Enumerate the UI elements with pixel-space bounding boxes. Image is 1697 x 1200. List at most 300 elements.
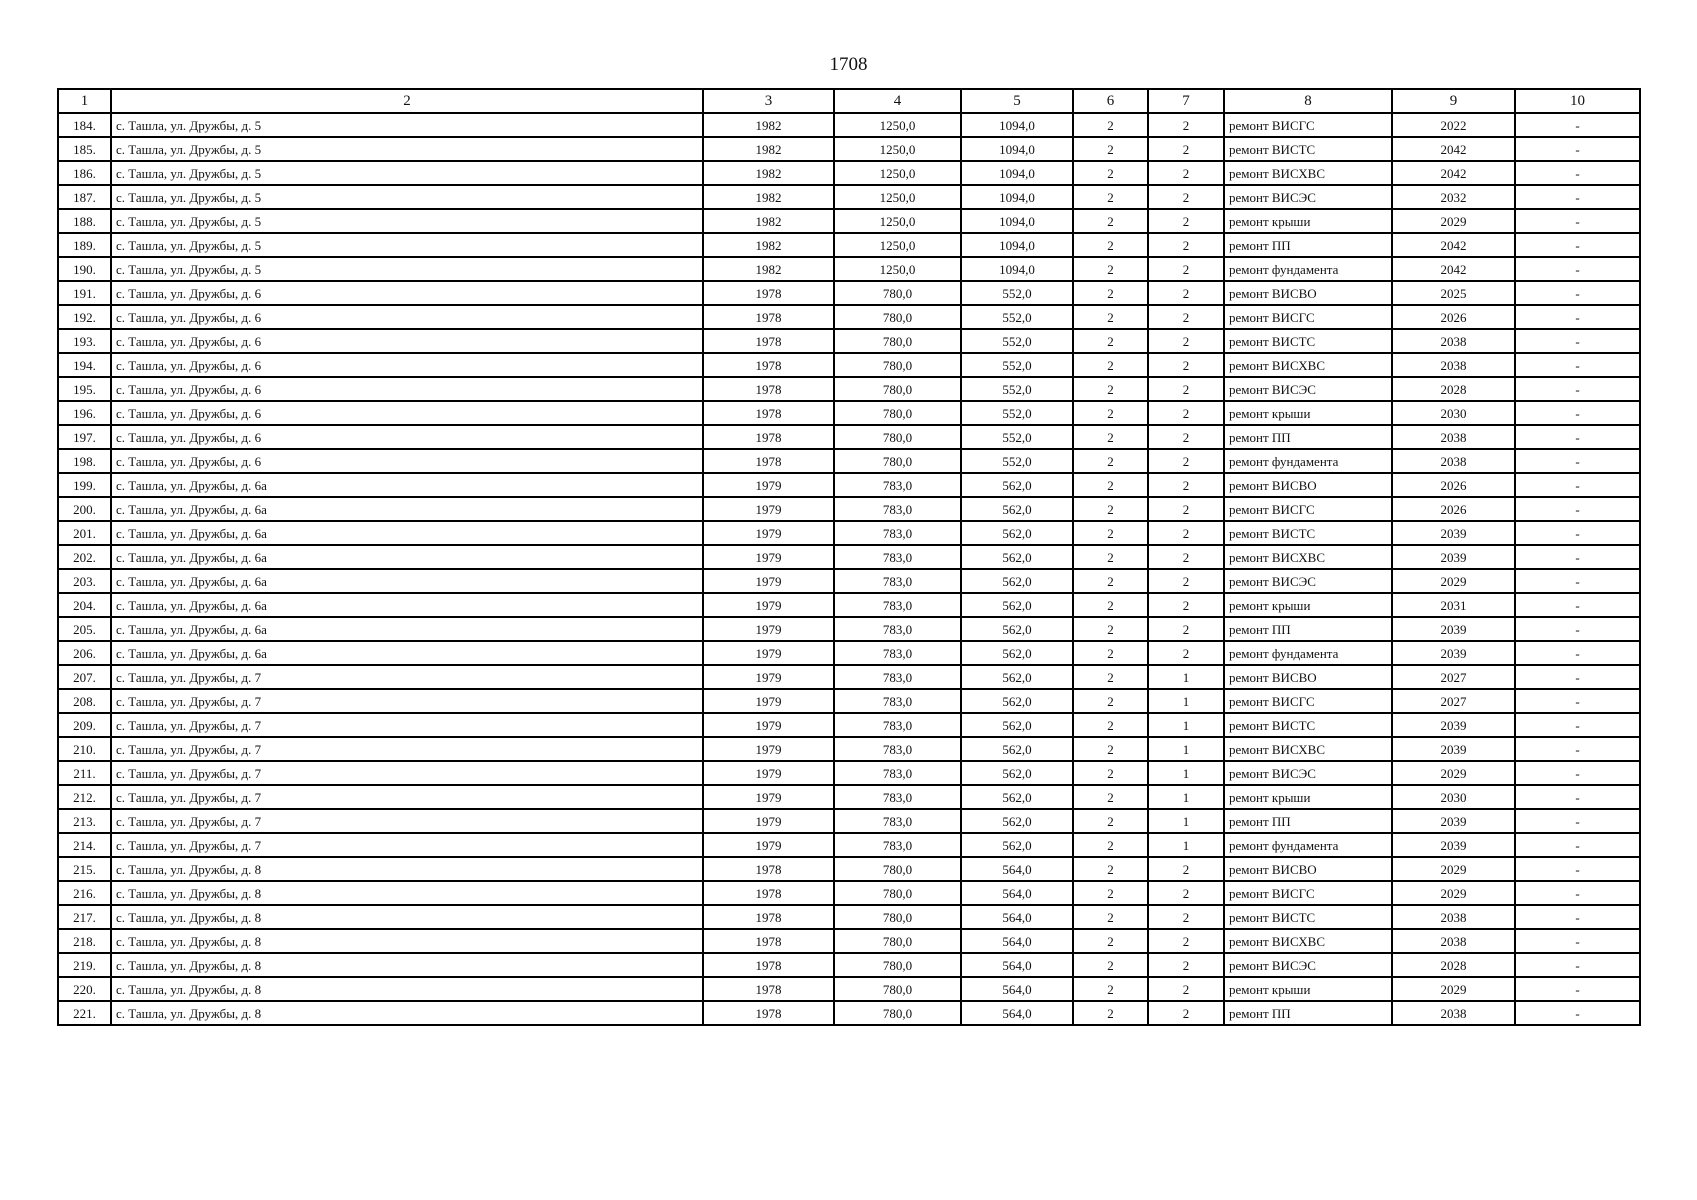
table-row [58, 401, 1640, 425]
cell-note: - [1515, 233, 1640, 257]
table-row [58, 377, 1640, 401]
cell-entrances: 2 [1148, 161, 1224, 185]
cell-year-built: 1978 [703, 905, 834, 929]
table-row [58, 689, 1640, 713]
table-row [58, 281, 1640, 305]
cell-floors: 2 [1073, 137, 1148, 161]
cell-note: - [1515, 665, 1640, 689]
cell-living-area: 562,0 [961, 473, 1073, 497]
cell-living-area: 564,0 [961, 1001, 1073, 1025]
cell-note: - [1515, 857, 1640, 881]
cell-work-type: ремонт ВИСГС [1224, 497, 1392, 521]
cell-address: с. Ташла, ул. Дружбы, д. 7 [111, 737, 703, 761]
table-row [58, 617, 1640, 641]
cell-address: с. Ташла, ул. Дружбы, д. 6 [111, 353, 703, 377]
cell-living-area: 562,0 [961, 761, 1073, 785]
cell-floors: 2 [1073, 497, 1148, 521]
cell-row-number: 211. [58, 761, 111, 785]
cell-planned-year: 2038 [1392, 425, 1515, 449]
cell-floors: 2 [1073, 977, 1148, 1001]
cell-year-built: 1978 [703, 401, 834, 425]
cell-year-built: 1982 [703, 137, 834, 161]
cell-entrances: 1 [1148, 689, 1224, 713]
cell-work-type: ремонт ВИСГС [1224, 113, 1392, 137]
cell-living-area: 562,0 [961, 713, 1073, 737]
cell-entrances: 2 [1148, 425, 1224, 449]
cell-row-number: 194. [58, 353, 111, 377]
cell-planned-year: 2031 [1392, 593, 1515, 617]
data-table [57, 88, 1641, 1026]
cell-address: с. Ташла, ул. Дружбы, д. 6а [111, 641, 703, 665]
cell-floors: 2 [1073, 233, 1148, 257]
cell-floors: 2 [1073, 377, 1148, 401]
cell-work-type: ремонт ПП [1224, 425, 1392, 449]
table-row [58, 905, 1640, 929]
cell-note: - [1515, 281, 1640, 305]
cell-total-area: 780,0 [834, 1001, 961, 1025]
cell-total-area: 783,0 [834, 473, 961, 497]
cell-year-built: 1979 [703, 497, 834, 521]
cell-living-area: 562,0 [961, 521, 1073, 545]
cell-address: с. Ташла, ул. Дружбы, д. 6 [111, 377, 703, 401]
cell-note: - [1515, 1001, 1640, 1025]
cell-floors: 2 [1073, 809, 1148, 833]
cell-total-area: 783,0 [834, 545, 961, 569]
cell-living-area: 552,0 [961, 281, 1073, 305]
cell-row-number: 216. [58, 881, 111, 905]
cell-living-area: 562,0 [961, 689, 1073, 713]
cell-floors: 2 [1073, 473, 1148, 497]
cell-row-number: 186. [58, 161, 111, 185]
table-row [58, 809, 1640, 833]
cell-work-type: ремонт ВИСХВС [1224, 545, 1392, 569]
cell-work-type: ремонт ВИСЭС [1224, 185, 1392, 209]
cell-planned-year: 2030 [1392, 785, 1515, 809]
cell-row-number: 215. [58, 857, 111, 881]
column-header-work-type: 8 [1224, 89, 1392, 113]
cell-year-built: 1978 [703, 857, 834, 881]
cell-work-type: ремонт ВИСГС [1224, 881, 1392, 905]
table-row [58, 545, 1640, 569]
cell-planned-year: 2038 [1392, 449, 1515, 473]
table-row [58, 233, 1640, 257]
table-row [58, 209, 1640, 233]
cell-note: - [1515, 929, 1640, 953]
table-row [58, 953, 1640, 977]
cell-note: - [1515, 329, 1640, 353]
cell-address: с. Ташла, ул. Дружбы, д. 7 [111, 665, 703, 689]
cell-address: с. Ташла, ул. Дружбы, д. 8 [111, 977, 703, 1001]
cell-total-area: 780,0 [834, 905, 961, 929]
cell-entrances: 2 [1148, 857, 1224, 881]
cell-note: - [1515, 953, 1640, 977]
cell-row-number: 197. [58, 425, 111, 449]
cell-entrances: 2 [1148, 329, 1224, 353]
cell-row-number: 206. [58, 641, 111, 665]
cell-total-area: 1250,0 [834, 209, 961, 233]
cell-address: с. Ташла, ул. Дружбы, д. 7 [111, 713, 703, 737]
cell-planned-year: 2039 [1392, 545, 1515, 569]
cell-note: - [1515, 449, 1640, 473]
cell-address: с. Ташла, ул. Дружбы, д. 6 [111, 329, 703, 353]
cell-row-number: 205. [58, 617, 111, 641]
table-row [58, 593, 1640, 617]
cell-total-area: 1250,0 [834, 257, 961, 281]
cell-work-type: ремонт ВИСХВС [1224, 353, 1392, 377]
cell-floors: 2 [1073, 161, 1148, 185]
cell-living-area: 1094,0 [961, 161, 1073, 185]
cell-work-type: ремонт фундамента [1224, 257, 1392, 281]
cell-row-number: 192. [58, 305, 111, 329]
cell-total-area: 1250,0 [834, 137, 961, 161]
cell-living-area: 1094,0 [961, 113, 1073, 137]
cell-total-area: 780,0 [834, 449, 961, 473]
cell-planned-year: 2028 [1392, 953, 1515, 977]
cell-year-built: 1978 [703, 305, 834, 329]
cell-year-built: 1978 [703, 953, 834, 977]
cell-planned-year: 2039 [1392, 809, 1515, 833]
cell-living-area: 562,0 [961, 833, 1073, 857]
column-header-note: 10 [1515, 89, 1640, 113]
column-header-planned-year: 9 [1392, 89, 1515, 113]
cell-note: - [1515, 545, 1640, 569]
cell-row-number: 191. [58, 281, 111, 305]
cell-total-area: 780,0 [834, 929, 961, 953]
cell-row-number: 210. [58, 737, 111, 761]
table-row [58, 833, 1640, 857]
cell-work-type: ремонт ВИСХВС [1224, 161, 1392, 185]
cell-row-number: 185. [58, 137, 111, 161]
cell-note: - [1515, 641, 1640, 665]
table-row [58, 929, 1640, 953]
cell-year-built: 1979 [703, 785, 834, 809]
column-header-year-built: 3 [703, 89, 834, 113]
cell-note: - [1515, 737, 1640, 761]
cell-address: с. Ташла, ул. Дружбы, д. 6 [111, 449, 703, 473]
cell-total-area: 783,0 [834, 665, 961, 689]
cell-planned-year: 2039 [1392, 617, 1515, 641]
cell-work-type: ремонт крыши [1224, 401, 1392, 425]
cell-floors: 2 [1073, 665, 1148, 689]
table-row [58, 257, 1640, 281]
cell-total-area: 783,0 [834, 785, 961, 809]
cell-year-built: 1979 [703, 569, 834, 593]
cell-planned-year: 2026 [1392, 473, 1515, 497]
cell-floors: 2 [1073, 785, 1148, 809]
column-header-entrances: 7 [1148, 89, 1224, 113]
table-row [58, 857, 1640, 881]
cell-floors: 2 [1073, 209, 1148, 233]
cell-planned-year: 2029 [1392, 977, 1515, 1001]
cell-planned-year: 2038 [1392, 1001, 1515, 1025]
cell-address: с. Ташла, ул. Дружбы, д. 6 [111, 425, 703, 449]
cell-note: - [1515, 137, 1640, 161]
cell-year-built: 1979 [703, 545, 834, 569]
cell-work-type: ремонт ВИСЭС [1224, 761, 1392, 785]
cell-address: с. Ташла, ул. Дружбы, д. 6а [111, 569, 703, 593]
cell-floors: 2 [1073, 689, 1148, 713]
cell-year-built: 1982 [703, 209, 834, 233]
cell-planned-year: 2027 [1392, 689, 1515, 713]
cell-year-built: 1979 [703, 617, 834, 641]
cell-entrances: 2 [1148, 905, 1224, 929]
cell-living-area: 552,0 [961, 425, 1073, 449]
cell-work-type: ремонт ВИСТС [1224, 713, 1392, 737]
cell-row-number: 190. [58, 257, 111, 281]
column-header-total-area: 4 [834, 89, 961, 113]
table-row [58, 473, 1640, 497]
cell-year-built: 1978 [703, 329, 834, 353]
table-row [58, 425, 1640, 449]
cell-entrances: 2 [1148, 977, 1224, 1001]
cell-total-area: 780,0 [834, 353, 961, 377]
cell-work-type: ремонт ВИСТС [1224, 521, 1392, 545]
cell-planned-year: 2029 [1392, 857, 1515, 881]
cell-entrances: 1 [1148, 809, 1224, 833]
cell-year-built: 1979 [703, 665, 834, 689]
cell-living-area: 562,0 [961, 809, 1073, 833]
cell-entrances: 1 [1148, 737, 1224, 761]
cell-address: с. Ташла, ул. Дружбы, д. 8 [111, 857, 703, 881]
cell-entrances: 2 [1148, 497, 1224, 521]
cell-entrances: 2 [1148, 641, 1224, 665]
cell-work-type: ремонт ВИСЭС [1224, 953, 1392, 977]
cell-floors: 2 [1073, 521, 1148, 545]
cell-total-area: 783,0 [834, 713, 961, 737]
cell-note: - [1515, 185, 1640, 209]
cell-entrances: 2 [1148, 233, 1224, 257]
cell-total-area: 1250,0 [834, 113, 961, 137]
cell-year-built: 1979 [703, 833, 834, 857]
cell-note: - [1515, 113, 1640, 137]
cell-entrances: 2 [1148, 593, 1224, 617]
cell-work-type: ремонт ВИСГС [1224, 305, 1392, 329]
cell-year-built: 1982 [703, 113, 834, 137]
cell-living-area: 562,0 [961, 545, 1073, 569]
table-row [58, 641, 1640, 665]
cell-total-area: 783,0 [834, 521, 961, 545]
cell-floors: 2 [1073, 449, 1148, 473]
cell-note: - [1515, 497, 1640, 521]
cell-year-built: 1978 [703, 449, 834, 473]
cell-entrances: 2 [1148, 521, 1224, 545]
table-row [58, 665, 1640, 689]
cell-address: с. Ташла, ул. Дружбы, д. 6а [111, 473, 703, 497]
cell-work-type: ремонт фундамента [1224, 449, 1392, 473]
cell-floors: 2 [1073, 329, 1148, 353]
cell-year-built: 1982 [703, 257, 834, 281]
cell-planned-year: 2039 [1392, 641, 1515, 665]
cell-address: с. Ташла, ул. Дружбы, д. 6а [111, 497, 703, 521]
cell-row-number: 195. [58, 377, 111, 401]
cell-living-area: 552,0 [961, 329, 1073, 353]
cell-row-number: 214. [58, 833, 111, 857]
cell-note: - [1515, 617, 1640, 641]
cell-total-area: 783,0 [834, 641, 961, 665]
cell-address: с. Ташла, ул. Дружбы, д. 8 [111, 1001, 703, 1025]
cell-total-area: 780,0 [834, 977, 961, 1001]
cell-living-area: 564,0 [961, 929, 1073, 953]
cell-address: с. Ташла, ул. Дружбы, д. 5 [111, 137, 703, 161]
cell-note: - [1515, 569, 1640, 593]
table-row [58, 521, 1640, 545]
cell-work-type: ремонт ВИСВО [1224, 281, 1392, 305]
cell-row-number: 187. [58, 185, 111, 209]
cell-planned-year: 2029 [1392, 569, 1515, 593]
table-row [58, 185, 1640, 209]
cell-total-area: 1250,0 [834, 161, 961, 185]
table-row [58, 449, 1640, 473]
cell-year-built: 1978 [703, 425, 834, 449]
cell-address: с. Ташла, ул. Дружбы, д. 8 [111, 881, 703, 905]
cell-planned-year: 2042 [1392, 161, 1515, 185]
cell-floors: 2 [1073, 929, 1148, 953]
cell-entrances: 2 [1148, 449, 1224, 473]
cell-planned-year: 2029 [1392, 881, 1515, 905]
cell-row-number: 193. [58, 329, 111, 353]
cell-entrances: 2 [1148, 113, 1224, 137]
cell-year-built: 1979 [703, 737, 834, 761]
cell-living-area: 564,0 [961, 857, 1073, 881]
cell-year-built: 1978 [703, 881, 834, 905]
cell-floors: 2 [1073, 113, 1148, 137]
page-number: 1708 [829, 54, 868, 75]
cell-total-area: 783,0 [834, 689, 961, 713]
cell-floors: 2 [1073, 905, 1148, 929]
cell-total-area: 783,0 [834, 809, 961, 833]
cell-address: с. Ташла, ул. Дружбы, д. 7 [111, 785, 703, 809]
cell-work-type: ремонт ВИСВО [1224, 665, 1392, 689]
cell-living-area: 1094,0 [961, 185, 1073, 209]
cell-total-area: 780,0 [834, 425, 961, 449]
cell-entrances: 2 [1148, 881, 1224, 905]
cell-living-area: 1094,0 [961, 233, 1073, 257]
cell-total-area: 780,0 [834, 329, 961, 353]
cell-address: с. Ташла, ул. Дружбы, д. 5 [111, 161, 703, 185]
cell-year-built: 1978 [703, 353, 834, 377]
cell-living-area: 562,0 [961, 737, 1073, 761]
cell-address: с. Ташла, ул. Дружбы, д. 6а [111, 521, 703, 545]
cell-entrances: 2 [1148, 953, 1224, 977]
cell-floors: 2 [1073, 257, 1148, 281]
cell-living-area: 564,0 [961, 953, 1073, 977]
cell-work-type: ремонт ВИСТС [1224, 329, 1392, 353]
cell-living-area: 1094,0 [961, 257, 1073, 281]
cell-address: с. Ташла, ул. Дружбы, д. 7 [111, 689, 703, 713]
cell-note: - [1515, 161, 1640, 185]
cell-entrances: 2 [1148, 353, 1224, 377]
cell-floors: 2 [1073, 617, 1148, 641]
cell-year-built: 1979 [703, 761, 834, 785]
cell-floors: 2 [1073, 641, 1148, 665]
cell-entrances: 1 [1148, 713, 1224, 737]
cell-entrances: 2 [1148, 545, 1224, 569]
cell-row-number: 212. [58, 785, 111, 809]
cell-planned-year: 2039 [1392, 833, 1515, 857]
cell-floors: 2 [1073, 761, 1148, 785]
cell-entrances: 1 [1148, 761, 1224, 785]
cell-address: с. Ташла, ул. Дружбы, д. 7 [111, 761, 703, 785]
cell-work-type: ремонт крыши [1224, 593, 1392, 617]
cell-work-type: ремонт фундамента [1224, 641, 1392, 665]
cell-row-number: 204. [58, 593, 111, 617]
cell-living-area: 564,0 [961, 905, 1073, 929]
cell-floors: 2 [1073, 545, 1148, 569]
cell-planned-year: 2028 [1392, 377, 1515, 401]
cell-floors: 2 [1073, 833, 1148, 857]
cell-row-number: 221. [58, 1001, 111, 1025]
cell-note: - [1515, 401, 1640, 425]
cell-planned-year: 2029 [1392, 761, 1515, 785]
cell-address: с. Ташла, ул. Дружбы, д. 6а [111, 617, 703, 641]
cell-note: - [1515, 257, 1640, 281]
cell-entrances: 1 [1148, 785, 1224, 809]
cell-entrances: 2 [1148, 617, 1224, 641]
cell-address: с. Ташла, ул. Дружбы, д. 7 [111, 809, 703, 833]
cell-total-area: 780,0 [834, 401, 961, 425]
cell-address: с. Ташла, ул. Дружбы, д. 5 [111, 209, 703, 233]
cell-planned-year: 2039 [1392, 713, 1515, 737]
cell-year-built: 1982 [703, 161, 834, 185]
table-header [58, 89, 1640, 113]
cell-address: с. Ташла, ул. Дружбы, д. 6 [111, 305, 703, 329]
cell-note: - [1515, 809, 1640, 833]
cell-total-area: 780,0 [834, 953, 961, 977]
cell-address: с. Ташла, ул. Дружбы, д. 5 [111, 233, 703, 257]
cell-row-number: 213. [58, 809, 111, 833]
cell-planned-year: 2039 [1392, 737, 1515, 761]
cell-planned-year: 2042 [1392, 233, 1515, 257]
cell-floors: 2 [1073, 401, 1148, 425]
cell-year-built: 1978 [703, 1001, 834, 1025]
cell-note: - [1515, 761, 1640, 785]
cell-row-number: 198. [58, 449, 111, 473]
cell-row-number: 202. [58, 545, 111, 569]
cell-floors: 2 [1073, 185, 1148, 209]
cell-address: с. Ташла, ул. Дружбы, д. 6а [111, 593, 703, 617]
cell-note: - [1515, 593, 1640, 617]
cell-work-type: ремонт ВИСГС [1224, 689, 1392, 713]
cell-living-area: 562,0 [961, 641, 1073, 665]
cell-planned-year: 2038 [1392, 353, 1515, 377]
cell-total-area: 783,0 [834, 761, 961, 785]
cell-planned-year: 2042 [1392, 257, 1515, 281]
cell-note: - [1515, 689, 1640, 713]
table-row [58, 305, 1640, 329]
cell-work-type: ремонт ВИСЭС [1224, 569, 1392, 593]
cell-entrances: 2 [1148, 401, 1224, 425]
table-row [58, 113, 1640, 137]
cell-work-type: ремонт ВИСТС [1224, 137, 1392, 161]
cell-planned-year: 2026 [1392, 305, 1515, 329]
header-row [58, 89, 1640, 113]
cell-work-type: ремонт ПП [1224, 617, 1392, 641]
cell-floors: 2 [1073, 857, 1148, 881]
cell-note: - [1515, 833, 1640, 857]
cell-floors: 2 [1073, 353, 1148, 377]
cell-row-number: 220. [58, 977, 111, 1001]
cell-address: с. Ташла, ул. Дружбы, д. 6 [111, 401, 703, 425]
cell-floors: 2 [1073, 593, 1148, 617]
cell-work-type: ремонт ВИСХВС [1224, 929, 1392, 953]
cell-year-built: 1979 [703, 521, 834, 545]
table-row [58, 497, 1640, 521]
cell-address: с. Ташла, ул. Дружбы, д. 8 [111, 929, 703, 953]
table-row [58, 569, 1640, 593]
cell-living-area: 552,0 [961, 305, 1073, 329]
cell-row-number: 219. [58, 953, 111, 977]
cell-living-area: 1094,0 [961, 137, 1073, 161]
